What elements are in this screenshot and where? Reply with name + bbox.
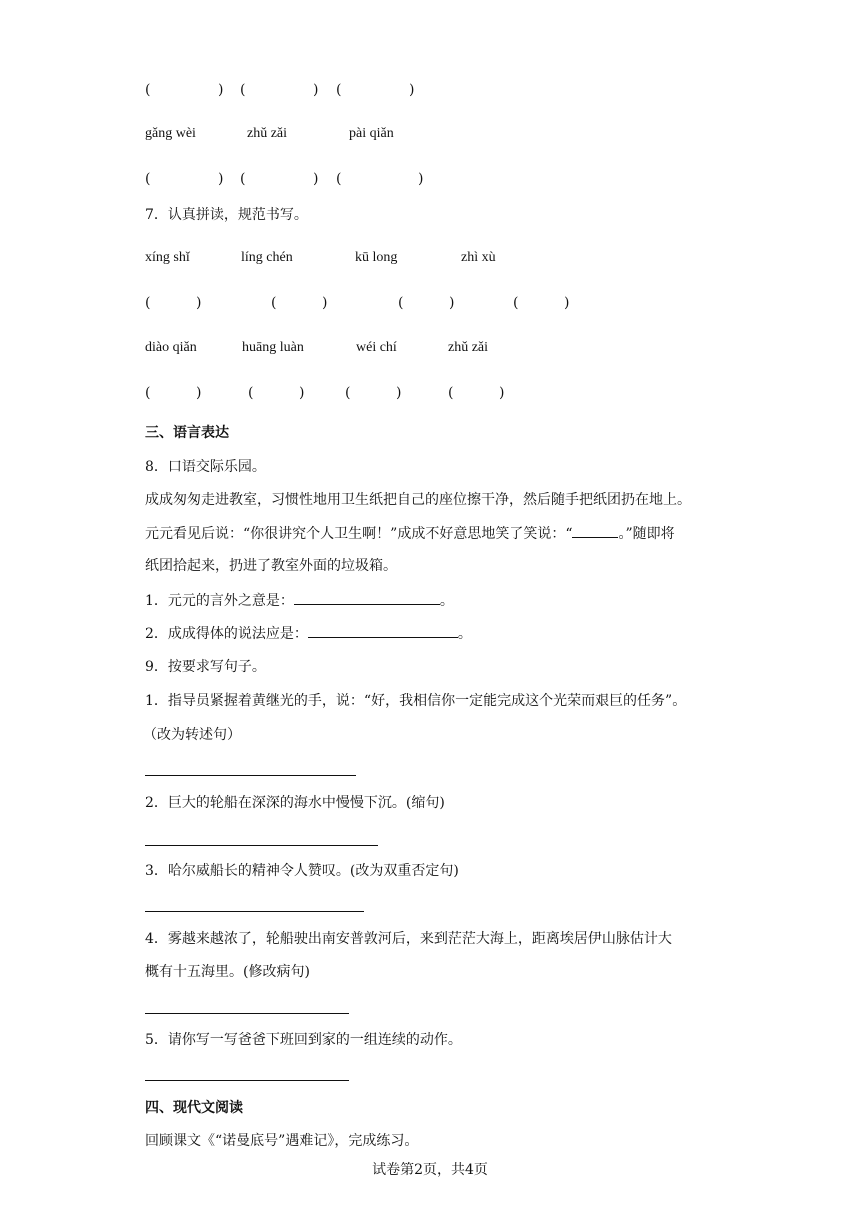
paren-open[interactable]: (: [336, 171, 342, 187]
paren-open[interactable]: (: [271, 295, 277, 311]
paren-close: ): [409, 82, 415, 98]
paren-close: ): [449, 295, 455, 311]
paren-open[interactable]: (: [398, 295, 404, 311]
pinyin-item: xíng shǐ: [145, 250, 190, 265]
paren-close: ): [313, 171, 319, 187]
paren-open[interactable]: (: [345, 385, 351, 401]
section-heading: 四、现代文阅读: [145, 1100, 243, 1116]
paragraph-text: 。”随即将: [618, 526, 675, 542]
paren-close: ): [564, 295, 570, 311]
answer-line[interactable]: [145, 775, 356, 776]
sub-question-text: 。: [439, 593, 454, 609]
paragraph-line: 回顾课文《“诺曼底号”遇难记》，完成练习。: [145, 1133, 419, 1149]
paragraph-line: 纸团拾起来，扔进了教室外面的垃圾箱。: [145, 558, 397, 574]
paren-open[interactable]: (: [145, 171, 151, 187]
sub-question: [145, 623, 472, 644]
pinyin-item: zhì xù: [461, 250, 496, 265]
paragraph-line: [145, 523, 675, 544]
sub-question: 3．哈尔威船长的精神令人赞叹。(改为双重否定句): [145, 863, 459, 879]
paren-close: ): [299, 385, 305, 401]
answer-line[interactable]: [145, 1080, 349, 1081]
paren-open[interactable]: (: [248, 385, 254, 401]
paren-open: (: [336, 82, 342, 98]
sub-question: 1．指导员紧握着黄继光的手，说：“好，我相信你一定能完成这个光荣而艰巨的任务”。: [145, 693, 687, 709]
paren-close: ): [313, 82, 319, 98]
sub-question: 2．巨大的轮船在深深的海水中慢慢下沉。(缩句): [145, 795, 445, 811]
paren-close: ): [218, 171, 224, 187]
paren-open: (: [145, 82, 151, 98]
pinyin-item: diào qiǎn: [145, 340, 197, 355]
pinyin-item: zhǔ zǎi: [448, 340, 489, 355]
paren-open[interactable]: (: [240, 171, 246, 187]
pinyin-item: líng chén: [241, 250, 293, 265]
sub-question-text: 2．成成得体的说法应是：: [145, 626, 308, 642]
paren-close: ): [218, 82, 224, 98]
paren-open[interactable]: (: [448, 385, 454, 401]
fill-blank[interactable]: [572, 523, 618, 538]
paren-close: ): [396, 385, 402, 401]
paragraph-text: 元元看见后说：“你很讲究个人卫生啊！”成成不好意思地笑了笑说：“: [145, 526, 573, 542]
paren-close: ): [499, 385, 505, 401]
pinyin-item: zhǔ zǎi: [247, 126, 288, 141]
page-footer: 试卷第2页，共4页: [372, 1162, 488, 1178]
answer-line[interactable]: [145, 845, 378, 846]
question-9-title: 9．按要求写句子。: [145, 659, 266, 675]
sub-question: 概有十五海里。(修改病句): [145, 964, 310, 980]
fill-blank[interactable]: [308, 623, 458, 638]
sub-question: 5．请你写一写爸爸下班回到家的一组连续的动作。: [145, 1032, 462, 1048]
paren-open[interactable]: (: [145, 385, 151, 401]
section-heading: 三、语言表达: [145, 425, 229, 441]
pinyin-item: kū long: [355, 250, 398, 265]
question-7-title: 7．认真拼读，规范书写。: [145, 207, 308, 223]
sub-question: [145, 590, 454, 611]
paren-open[interactable]: (: [513, 295, 519, 311]
paren-close: ): [196, 385, 202, 401]
fill-blank[interactable]: [294, 590, 440, 605]
paren-close: ): [322, 295, 328, 311]
answer-line[interactable]: [145, 1013, 349, 1014]
pinyin-item: gǎng wèi: [145, 126, 196, 141]
paren-open: (: [240, 82, 246, 98]
question-8-title: 8．口语交际乐园。: [145, 459, 266, 475]
sub-question-text: 1．元元的言外之意是：: [145, 593, 294, 609]
paren-open[interactable]: (: [145, 295, 151, 311]
pinyin-item: pài qiǎn: [349, 126, 394, 141]
pinyin-item: wéi chí: [356, 340, 397, 355]
paren-close: ): [418, 171, 424, 187]
sub-question: （改为转述句）: [143, 727, 241, 743]
paren-close: ): [196, 295, 202, 311]
answer-line[interactable]: [145, 911, 364, 912]
pinyin-item: huāng luàn: [242, 340, 304, 355]
sub-question: 4．雾越来越浓了，轮船驶出南安普敦河后，来到茫茫大海上，距离埃居伊山脉估计大: [145, 931, 672, 947]
paragraph-line: 成成匆匆走进教室，习惯性地用卫生纸把自己的座位擦干净，然后随手把纸团扔在地上。: [145, 492, 691, 508]
sub-question-text: 。: [457, 626, 472, 642]
